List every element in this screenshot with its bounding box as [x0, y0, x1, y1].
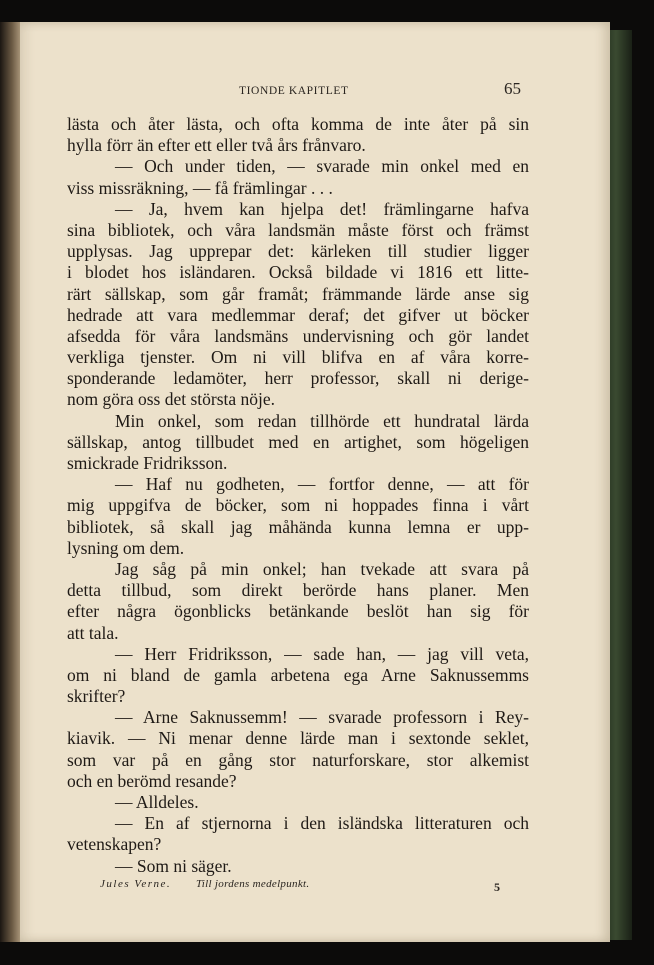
text-line: kiavik. — Ni menar denne lärde man i sextonde seklet, [67, 728, 529, 749]
text-line: — Arne Saknussemm! — svarade professorn i Rey- [115, 707, 529, 728]
text-line: nom göra oss det största nöje. [67, 389, 276, 410]
text-line: efter några ögonblicks betänkande beslöt han sig för [67, 601, 529, 622]
text-line: — Och under tiden, — svarade min onkel med en [115, 156, 529, 177]
running-header [20, 79, 610, 103]
text-line: — Som ni säger. [115, 855, 232, 876]
text-line: sina bibliotek, och våra landsmän måste först och främst [67, 219, 529, 240]
footer-book-title: Till jordens medelpunkt. [196, 878, 310, 890]
text-line: sponderande ledamöter, herr professor, skall ni derige- [67, 368, 529, 389]
text-line: bibliotek, så skall jag måhända kunna lemna er upp- [67, 516, 529, 537]
text-line: — Haf nu godheten, — fortfor denne, — att för [115, 474, 529, 495]
text-line: smickrade Fridriksson. [67, 453, 228, 473]
text-line: afsedda för våra landsmäns undervisning och gör landet [67, 325, 529, 346]
text-line: rärt sällskap, som går framåt; främmande lärde anse sig [67, 283, 529, 304]
text-line: hedrade att vara medlemmar deraf; det gifver ut böcker [67, 304, 529, 325]
text-line: Min onkel, som redan tillhörde ett hundratal lärda [115, 410, 529, 431]
footer-author: Jules Verne. [100, 878, 172, 890]
text-line: viss missräkning, — få främlingar . . . [67, 177, 333, 198]
left-page-edge [0, 22, 20, 942]
text-line: vetenskapen? [67, 834, 162, 855]
text-line: att tala. [67, 622, 119, 643]
text-line: lysning om dem. [67, 537, 185, 558]
text-line: och en berömd resande? [67, 770, 237, 791]
text-line: — En af stjernorna i den isländska litteraturen och [115, 813, 529, 834]
book-page [20, 22, 610, 942]
text-line: skrifter? [67, 686, 126, 707]
text-line: som var på en gång stor naturforskare, stor alkemist [67, 749, 529, 770]
text-line: om ni bland de gamla arbetena ega Arne Saknussemms [67, 664, 529, 685]
text-line: mig uppgifva de böcker, som ni hoppades finna i vårt [67, 495, 529, 516]
text-line: i blodet hos isländaren. Också bildade vi 1816 ett litte- [67, 262, 529, 283]
text-line: — Ja, hvem kan hjelpa det! främlingarne hafva [115, 198, 529, 219]
text-line: — Alldeles. [115, 792, 199, 812]
text-line: lästa och åter lästa, och ofta komma de inte åter på sin [67, 114, 529, 134]
page-number: 65 [504, 79, 521, 98]
text-line: Jag såg på min onkel; han tvekade att svara på [115, 558, 529, 579]
text-line: hylla förr än efter ett eller två års frånvaro. [67, 135, 366, 156]
text-line: detta tillbud, som direkt berörde hans planer. Men [67, 580, 529, 601]
text-line: verkliga tjenster. Om ni vill blifva en af våra korre- [67, 347, 529, 368]
text-line: sällskap, antog tillbudet med en artighet, som högeligen [67, 431, 529, 452]
signature-mark: 5 [494, 880, 500, 894]
text-line: — Herr Fridriksson, — sade han, — jag vill veta, [115, 643, 529, 664]
running-title: TIONDE KAPITLET [239, 85, 349, 97]
text-line: upplysas. Jag upprepar det: kärleken till studier ligger [67, 241, 529, 262]
page-footer [100, 878, 520, 898]
body-text [67, 114, 529, 877]
